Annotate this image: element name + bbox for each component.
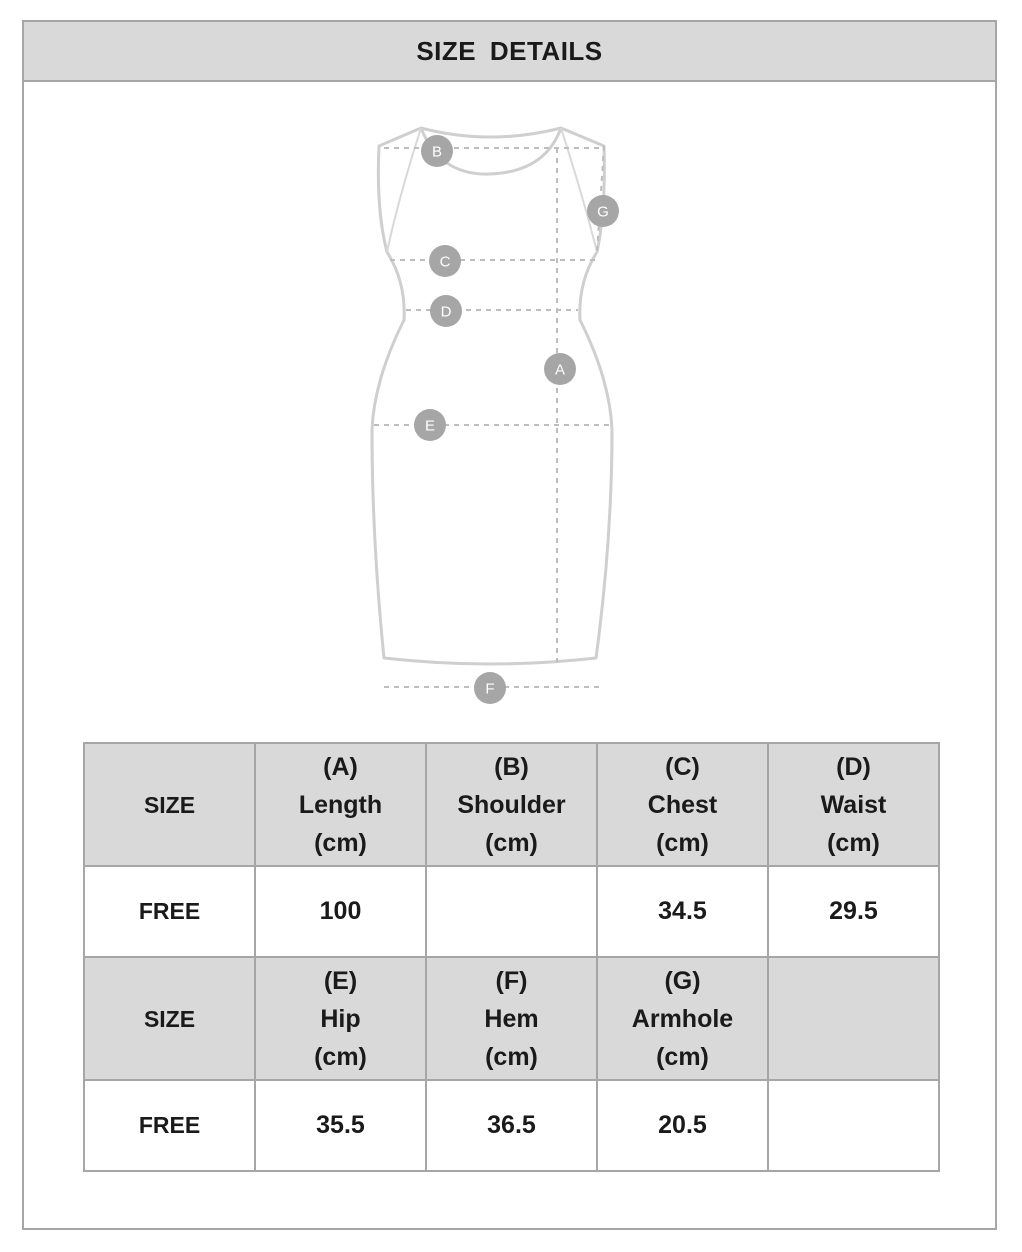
table-cell-chest: 34.5 <box>597 866 768 957</box>
marker-d <box>430 295 462 327</box>
header-cell-hip: (E) Hip (cm) <box>255 957 426 1080</box>
table-cell-hem: 36.5 <box>426 1080 597 1171</box>
dress-right-armhole <box>561 128 597 252</box>
table-cell-size: FREE <box>84 1080 255 1171</box>
table-cell-shoulder <box>426 866 597 957</box>
header-cell-empty <box>768 957 939 1080</box>
header-cell-waist: (D) Waist (cm) <box>768 743 939 866</box>
marker-f-label: F <box>485 680 495 698</box>
marker-e-label: E <box>424 417 436 435</box>
marker-e <box>414 409 446 441</box>
marker-f <box>474 672 506 704</box>
table-cell-armhole: 20.5 <box>597 1080 768 1171</box>
dress-left-armhole <box>387 128 421 252</box>
table-header-row <box>84 957 939 1080</box>
page-title: SIZE DETAILS <box>24 22 995 82</box>
table-cell-size: FREE <box>84 866 255 957</box>
marker-d-label: D <box>440 303 452 321</box>
table-cell-length: 100 <box>255 866 426 957</box>
marker-b <box>421 135 453 167</box>
table-cell-hip: 35.5 <box>255 1080 426 1171</box>
size-chart-table <box>83 742 940 1172</box>
header-cell-size: SIZE <box>84 957 255 1080</box>
table-cell-waist: 29.5 <box>768 866 939 957</box>
marker-a <box>544 353 576 385</box>
marker-b-label: B <box>431 143 443 161</box>
table-row <box>84 1080 939 1171</box>
table-header-row <box>84 743 939 866</box>
header-cell-chest: (C) Chest (cm) <box>597 743 768 866</box>
marker-c-label: C <box>439 253 451 271</box>
marker-c <box>429 245 461 277</box>
header-cell-armhole: (G) Armhole (cm) <box>597 957 768 1080</box>
marker-g <box>587 195 619 227</box>
header-cell-hem: (F) Hem (cm) <box>426 957 597 1080</box>
header-cell-length: (A) Length (cm) <box>255 743 426 866</box>
marker-a-label: A <box>554 361 566 379</box>
marker-g-label: G <box>597 203 609 221</box>
table-cell-empty <box>768 1080 939 1171</box>
header-cell-size: SIZE <box>84 743 255 866</box>
table-row <box>84 866 939 957</box>
header-cell-shoulder: (B) Shoulder (cm) <box>426 743 597 866</box>
dress-outline <box>372 128 612 664</box>
